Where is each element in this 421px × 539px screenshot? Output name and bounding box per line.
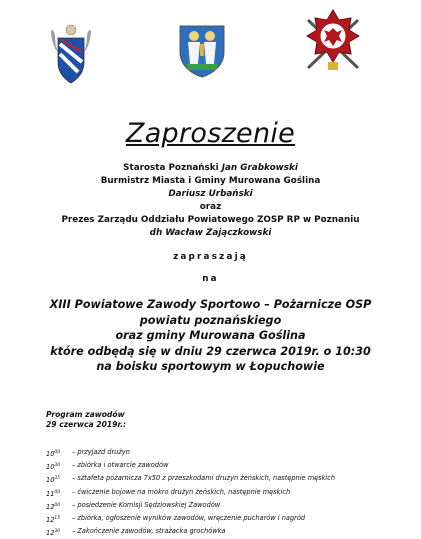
inviter-line-starosta — [0, 162, 421, 175]
schedule-time: $10^{00}$ — [46, 450, 61, 459]
osp-fire-brigade-emblem-icon — [302, 8, 364, 74]
poznan-county-coat-of-arms-icon — [48, 22, 94, 84]
schedule-description: – sztafeta pożarnicza 7x50 z przeszkodami drużyn żeńskich, następnie męskich — [72, 474, 336, 483]
schedule-row — [46, 526, 416, 539]
starosta-title: Starosta Poznański — [123, 163, 222, 173]
schedule-description: – zbiórka, ogłoszenie wyników zawodów, wręczenie pucharów i nagród — [72, 513, 306, 522]
schedule-description: – Zakończenie zawodów, strażacka grochówka — [72, 527, 226, 536]
inviters-block — [0, 162, 421, 240]
inviter-line-burmistrz: Burmistrz Miasta i Gminy Murowana Goślina — [100, 176, 321, 186]
event-line-2: powiatu poznańskiego — [139, 313, 282, 327]
schedule-row — [46, 487, 416, 500]
invite-verb: zapraszają — [173, 252, 248, 262]
program-date: 29 czerwca 2019r.: — [46, 420, 127, 429]
emblem-row — [0, 0, 421, 95]
schedule-time: $12^{15}$ — [46, 515, 61, 525]
schedule-description: – przyjazd drużyn — [72, 448, 130, 456]
invite-preposition: na — [202, 274, 219, 284]
program-heading — [46, 410, 126, 430]
schedule-time: $11^{00}$ — [46, 489, 61, 498]
schedule-row — [46, 500, 416, 513]
schedule-time: $10^{30}$ — [46, 463, 61, 472]
inviter-line-prezes: Prezes Zarządu Oddziału Powiatowego ZOSP RP w Poznaniu — [61, 215, 360, 225]
schedule-row — [46, 447, 416, 460]
program-schedule — [46, 447, 416, 539]
event-description — [0, 297, 421, 375]
inviter-line-conjunction: oraz — [199, 202, 222, 212]
schedule-row — [46, 473, 416, 486]
schedule-description: – zbiórka i otwarcie zawodów — [72, 461, 169, 470]
invitation-title: Zaproszenie — [125, 118, 296, 149]
schedule-description: – ćwiczenie bojowe na mokro drużyn żeńskich, następnie męskich — [72, 487, 291, 496]
schedule-time: $12^{00}$ — [46, 502, 61, 511]
schedule-row — [46, 460, 416, 473]
event-line-3: oraz gminy Murowana Goślina — [115, 329, 306, 342]
starosta-name: Jan Grabkowski — [221, 163, 298, 173]
event-line-4: które odbędą się w dniu 29 czerwca 2019r. o 10:30 — [50, 344, 371, 358]
event-line-5: na boisku sportowym w Łopuchowie — [96, 360, 325, 373]
schedule-description: – posiedzenie Komisji Sędziowskiej Zawodów — [72, 500, 221, 509]
schedule-time: $12^{30}$ — [46, 529, 61, 538]
inviter-line-prezes-name: dh Wacław Zajączkowski — [149, 228, 272, 238]
schedule-row — [46, 513, 416, 526]
schedule-time: $10^{35}$ — [46, 476, 61, 485]
murowana-goslina-coat-of-arms-icon — [178, 22, 226, 78]
program-title: Program zawodów — [46, 410, 125, 419]
inviter-line-burmistrz-name: Dariusz Urbański — [168, 189, 253, 199]
event-line-1: XIII Powiatowe Zawody Sportowo – Pożarnicze OSP — [49, 298, 372, 311]
